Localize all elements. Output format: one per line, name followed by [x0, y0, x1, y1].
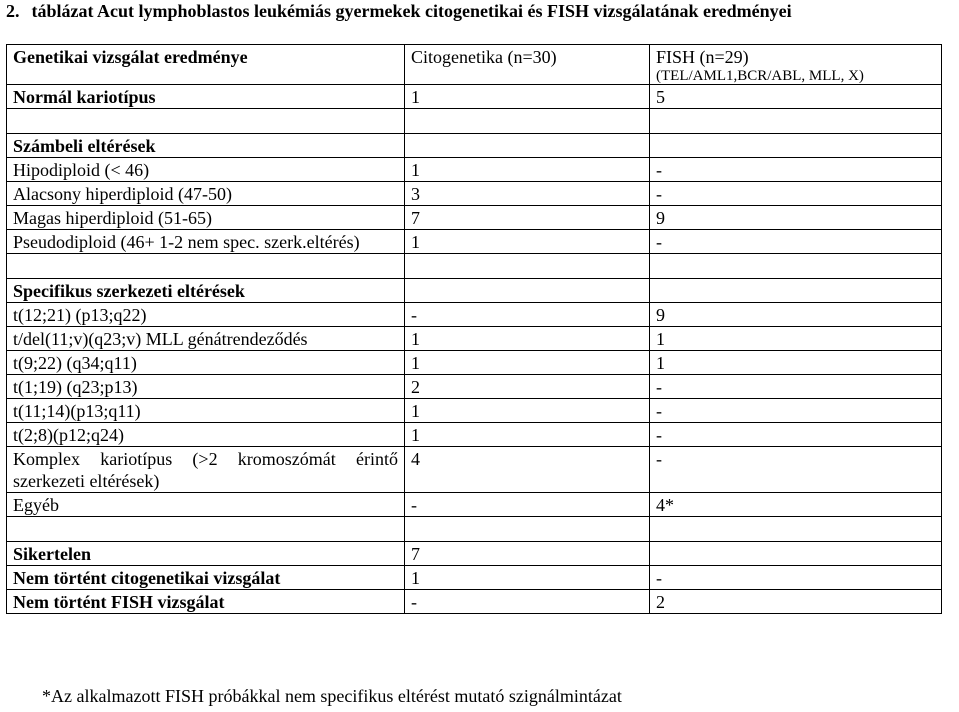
header-fish: [650, 45, 942, 85]
row-fish-value: -: [650, 399, 942, 423]
table-row: [7, 327, 942, 351]
row-cyto-value: 1: [405, 230, 650, 254]
table-row: [7, 375, 942, 399]
table-row: [7, 493, 942, 517]
section-heading-row-numerical: [7, 134, 942, 158]
row-fish-value: -: [650, 182, 942, 206]
table-row: [7, 182, 942, 206]
row-label: t(12;21) (p13;q22): [7, 303, 405, 327]
row-cyto-value: 4: [405, 447, 650, 493]
row-cyto-value: 7: [405, 542, 650, 566]
row-label: t(9;22) (q34;q11): [7, 351, 405, 375]
row-cyto-value: 1: [405, 423, 650, 447]
header-fish-label: FISH (n=29): [656, 47, 749, 67]
row-cyto-value: 1: [405, 327, 650, 351]
row-cyto-value: 1: [405, 566, 650, 590]
row-fish-value: 9: [650, 206, 942, 230]
row-label: Nem történt citogenetikai vizsgálat: [7, 566, 405, 590]
table-caption: [6, 1, 792, 22]
row-label: Alacsony hiperdiploid (47-50): [7, 182, 405, 206]
row-label: t/del(11;v)(q23;v) MLL génátrendeződés: [7, 327, 405, 351]
row-cyto-value: -: [405, 590, 650, 614]
spacer-row: [7, 109, 942, 134]
header-fish-probes: (TEL/AML1,BCR/ABL, MLL, X): [656, 68, 864, 84]
table-row: [7, 423, 942, 447]
row-fish-value: 1: [650, 351, 942, 375]
row-label: t(2;8)(p12;q24): [7, 423, 405, 447]
table-row: [7, 447, 942, 493]
row-fish-value: 5: [650, 85, 942, 109]
section-heading-structural: Specifikus szerkezeti eltérések: [7, 279, 405, 303]
table-row: [7, 351, 942, 375]
table-row: [7, 206, 942, 230]
table-row: [7, 230, 942, 254]
row-cyto-value: 1: [405, 85, 650, 109]
section-heading-numerical: Számbeli eltérések: [7, 134, 405, 158]
table-row: [7, 303, 942, 327]
row-fish-value: -: [650, 566, 942, 590]
row-fish-value: 1: [650, 327, 942, 351]
row-label: Normál kariotípus: [7, 85, 405, 109]
row-cyto-value: 1: [405, 158, 650, 182]
row-label: t(11;14)(p13;q11): [7, 399, 405, 423]
row-cyto-value: 2: [405, 375, 650, 399]
results-table: [6, 44, 942, 614]
row-cyto-value: -: [405, 493, 650, 517]
table-row: [7, 399, 942, 423]
row-label: Nem történt FISH vizsgálat: [7, 590, 405, 614]
summary-row: [7, 566, 942, 590]
table-row: [7, 158, 942, 182]
row-cyto-value: 3: [405, 182, 650, 206]
section-heading-row-structural: [7, 279, 942, 303]
row-fish-value: [650, 542, 942, 566]
row-label: Egyéb: [7, 493, 405, 517]
caption-number: 2.: [6, 1, 20, 21]
row-fish-value: -: [650, 375, 942, 399]
row-fish-value: -: [650, 447, 942, 493]
header-row: [7, 45, 942, 85]
spacer-row: [7, 517, 942, 542]
row-label: t(1;19) (q23;p13): [7, 375, 405, 399]
caption-text: táblázat Acut lymphoblastos leukémiás gyermekek citogenetikai és FISH vizsgálatának eredményei: [31, 1, 792, 21]
row-label: Pseudodiploid (46+ 1-2 nem spec. szerk.eltérés): [7, 230, 405, 254]
row-cyto-value: 7: [405, 206, 650, 230]
row-fish-value: 4*: [650, 493, 942, 517]
row-label: Magas hiperdiploid (51-65): [7, 206, 405, 230]
row-cyto-value: -: [405, 303, 650, 327]
footnote: *Az alkalmazott FISH próbákkal nem specifikus eltérést mutató szignálmintázat: [42, 686, 622, 706]
row-fish-value: 9: [650, 303, 942, 327]
summary-row: [7, 542, 942, 566]
header-genetic-result: Genetikai vizsgálat eredménye: [7, 45, 405, 85]
header-cytogenetics: Citogenetika (n=30): [405, 45, 650, 85]
row-fish-value: -: [650, 230, 942, 254]
table-row-normal: [7, 85, 942, 109]
row-fish-value: -: [650, 158, 942, 182]
row-fish-value: 2: [650, 590, 942, 614]
row-cyto-value: 1: [405, 351, 650, 375]
spacer-row: [7, 254, 942, 279]
row-label: Sikertelen: [7, 542, 405, 566]
row-cyto-value: 1: [405, 399, 650, 423]
row-label: Hipodiploid (< 46): [7, 158, 405, 182]
row-fish-value: -: [650, 423, 942, 447]
row-label: Komplex kariotípus (>2 kromoszómát érintő szerkezeti eltérések): [7, 447, 405, 493]
summary-row: [7, 590, 942, 614]
